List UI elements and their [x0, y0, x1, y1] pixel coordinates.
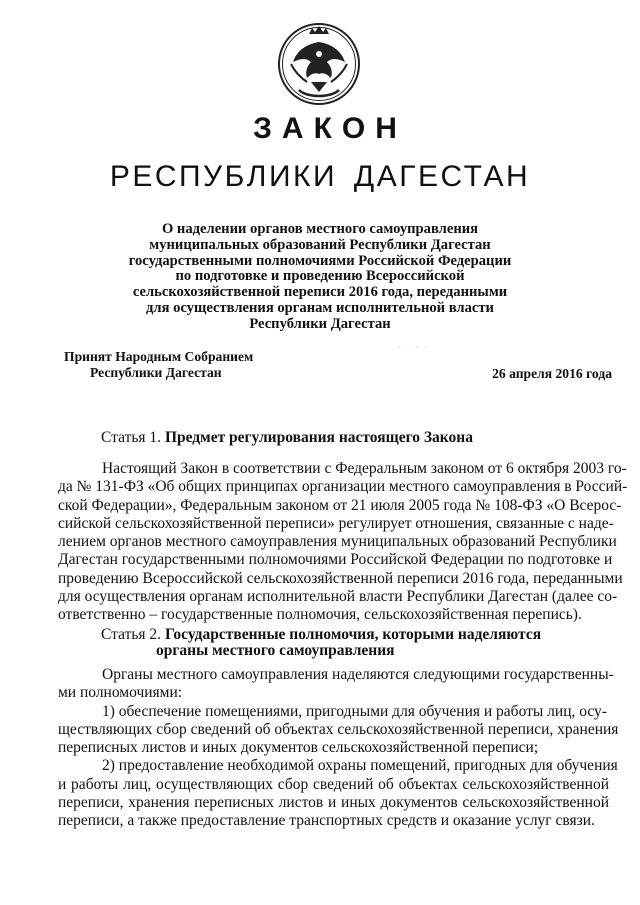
- paragraph-line: и работы лиц, осуществляющих сбор сведений об объектах сельскохозяйственной: [58, 775, 609, 793]
- paragraph-line: переписи, хранения переписных листов и иных документов сельскохозяйственной: [58, 794, 609, 812]
- adoption-date: 26 апреля 2016 года: [492, 366, 612, 381]
- coat-of-arms-emblem: [277, 20, 361, 108]
- law-title-line: муниципальных образований Республики Дагестан: [149, 236, 491, 253]
- adoption-body-line: Принят Народным Собранием: [64, 349, 254, 364]
- paragraph-line: переписных листов и иных документов сельскохозяйственной переписи;: [58, 739, 539, 757]
- article-2-body: [58, 666, 618, 831]
- scan-marks: · · · ·: [398, 343, 429, 352]
- adoption-body: [64, 349, 253, 381]
- paragraph-line: ской Федерации», Федеральным законом от 21 июля 2005 года № 108-ФЗ «О Всерос-: [58, 496, 622, 514]
- article-2-label: Статья 2.: [101, 626, 162, 643]
- paragraph-line: для осуществления органам исполнительной власти Республики Дагестан (далее со-: [58, 588, 618, 606]
- paragraph-line: Дагестан государственными полномочиями Российской Федерации по подготовке и: [58, 551, 613, 569]
- article-1-title: Предмет регулирования настоящего Закона: [164, 429, 473, 446]
- article-2-title: Государственные полномочия, которыми наделяются: [164, 626, 542, 643]
- republic-heading: РЕСПУБЛИКИ ДАГЕСТАН: [109, 160, 531, 193]
- law-title-line: О наделении органов местного самоуправления: [161, 221, 479, 237]
- adoption-body-line: Республики Дагестан: [90, 365, 222, 380]
- paragraph-line: Органы местного самоуправления наделяются следующими государственны-: [102, 666, 614, 683]
- article-1-label: Статья 1.: [101, 429, 162, 446]
- law-heading: ЗАКОН: [253, 112, 407, 145]
- law-title-line: для осуществления органам исполнительной власти: [146, 299, 494, 316]
- paragraph-line: ответственно – государственные полномочия, сельскохозяйственная перепись).: [58, 606, 582, 624]
- paragraph-line: 1) обеспечение помещениями, пригодными для обучения и работы лиц, осу-: [102, 702, 607, 720]
- paragraph-line: 2) предоставление необходимой охраны помещений, пригодных для обучения: [102, 757, 618, 775]
- paragraph-line: ми полномочиями:: [58, 684, 183, 702]
- law-title-line: Республики Дагестан: [249, 315, 391, 332]
- law-title-line: сельскохозяйственной переписи 2016 года, переданными: [132, 284, 508, 301]
- paragraph-line: ществляющих сбор сведений об объектах сельскохозяйственной переписи, хранения: [58, 720, 619, 738]
- law-title-line: государственными полномочиями Российской Федерации: [128, 252, 512, 269]
- paragraph-line: сийской сельскохозяйственной переписи» регулирует отношения, связанные с наде-: [58, 514, 614, 532]
- article-1-body: [58, 460, 627, 625]
- paragraph-line: Настоящий Закон в соответствии с Федеральным законом от 6 октября 2003 го-: [102, 460, 627, 477]
- article-1-heading: [101, 430, 473, 446]
- law-title-line: по подготовке и проведению Всероссийской: [175, 268, 465, 285]
- paragraph-line: лением органов местного самоуправления муниципальных образований Республики: [58, 533, 617, 551]
- paragraph-line: проведению Всероссийской сельскохозяйственной переписи 2016 года, переданными: [58, 569, 623, 587]
- paragraph-line: переписи, а также предоставление транспортных средств и оказание услуг связи.: [58, 812, 595, 830]
- article-2-title-cont: органы местного самоуправления: [156, 642, 395, 659]
- paragraph-line: да № 131-ФЗ «Об общих принципах организации местного самоуправления в Россий-: [58, 478, 628, 496]
- law-title: [120, 222, 520, 333]
- article-2-heading: [101, 627, 541, 659]
